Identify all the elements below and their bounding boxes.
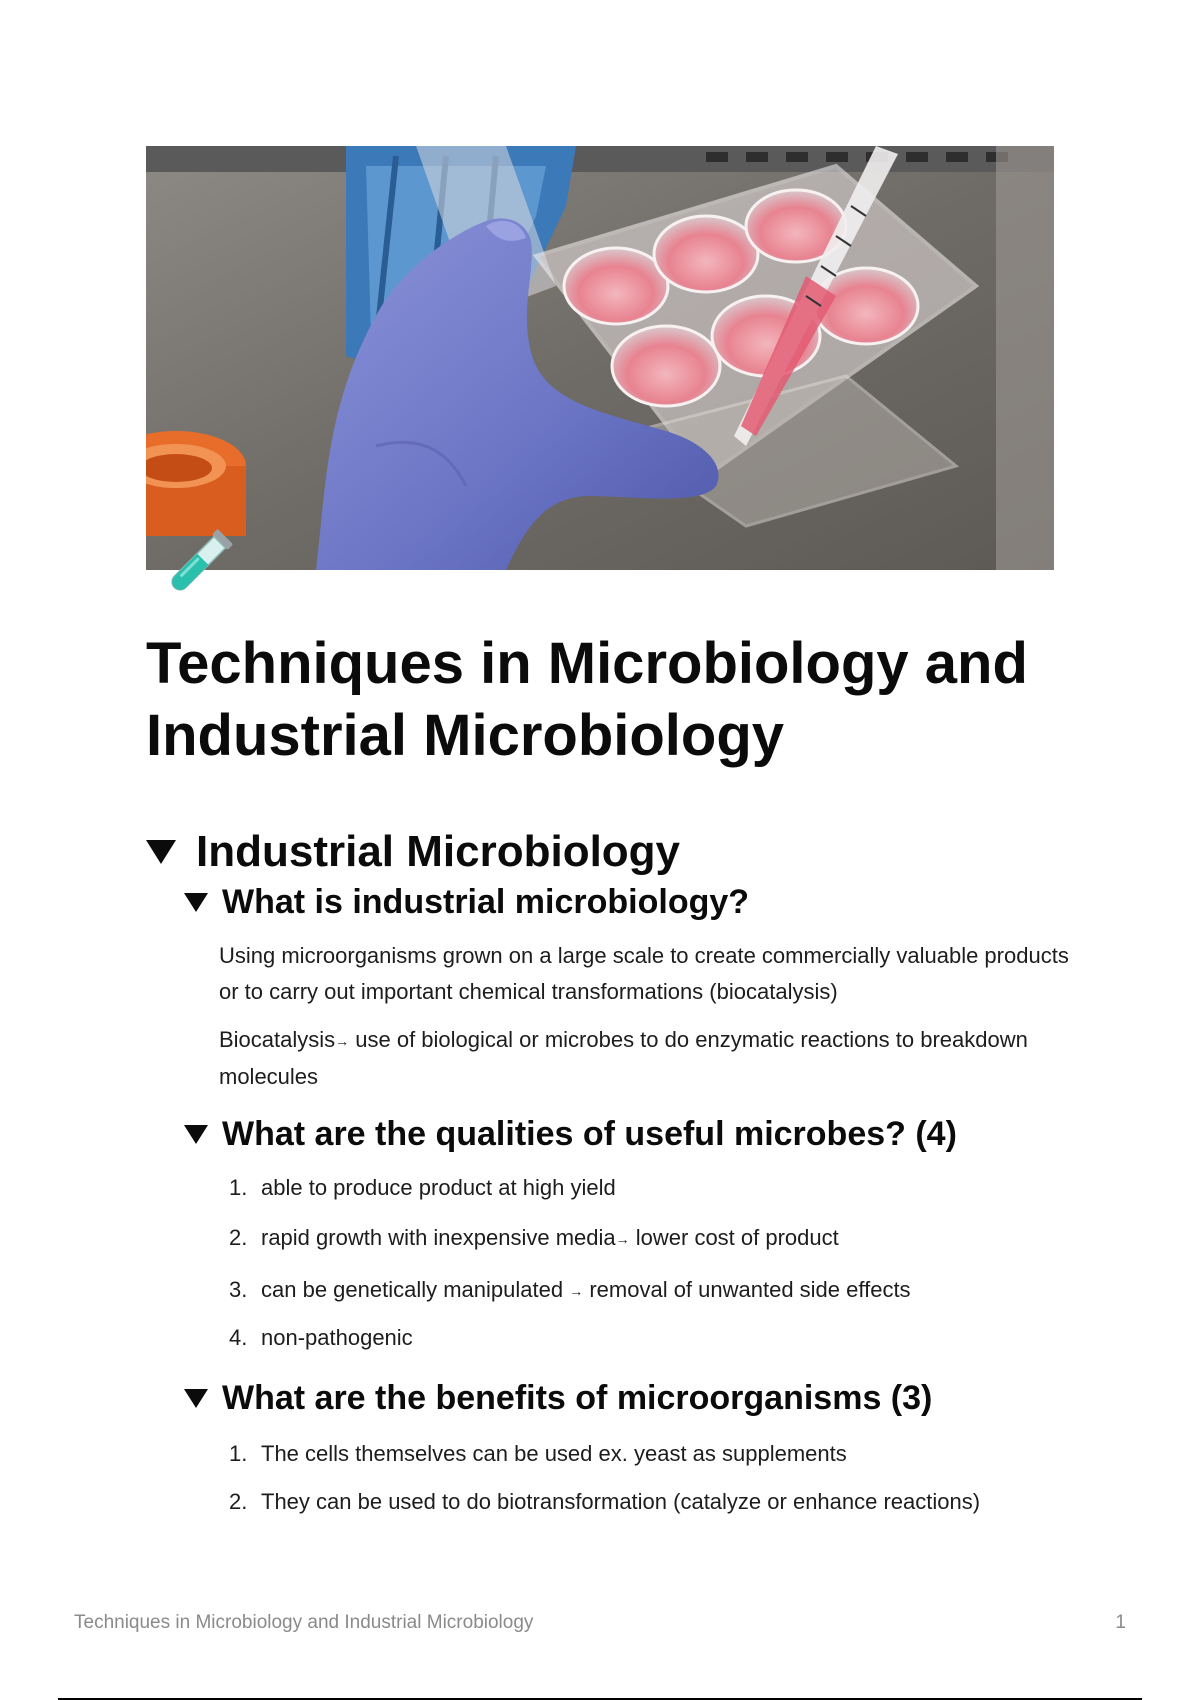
list-item-text: rapid growth with inexpensive media <box>261 1225 616 1250</box>
arrow-glyph: → <box>615 1231 630 1248</box>
arrow-glyph: → <box>335 1033 350 1050</box>
qualities-list <box>219 1170 911 1356</box>
toggle-triangle-icon[interactable] <box>184 1125 208 1144</box>
toggle-triangle-icon[interactable] <box>184 1389 208 1408</box>
list-item-text: able to produce product at high yield <box>261 1175 616 1200</box>
toggle-triangle-icon[interactable] <box>146 840 176 864</box>
footer-document-title: Techniques in Microbiology and Industrial Microbiology <box>74 1612 534 1633</box>
list-item-text: non-pathogenic <box>261 1325 413 1350</box>
cover-image <box>146 146 1054 570</box>
page-title: Techniques in Microbiology and Industrial Microbiology <box>146 631 1028 768</box>
list-item-text: They can be used to do biotransformation (catalyze or enhance reactions) <box>261 1489 981 1514</box>
section-heading: Industrial Microbiology <box>196 827 681 876</box>
list-item-text: The cells themselves can be used ex. yeast as supplements <box>261 1441 847 1466</box>
biocatalysis-paragraph <box>219 1022 1069 1095</box>
list-item-text: lower cost of product <box>629 1225 839 1250</box>
biocatalysis-definition: use of biological or microbes to do enzymatic reactions to breakdown molecules <box>219 1027 1028 1090</box>
footer-page-number: 1 <box>1115 1612 1126 1633</box>
arrow-glyph: → <box>569 1283 584 1300</box>
subsection-heading: What is industrial microbiology? <box>222 882 750 921</box>
list-item <box>219 1220 911 1256</box>
list-item-text: can be genetically manipulated <box>261 1277 570 1302</box>
toggle-industrial-microbiology[interactable] <box>146 824 680 880</box>
benefits-list <box>219 1436 980 1520</box>
definition-paragraph: Using microorganisms grown on a large scale to create commercially valuable products or to carry out important chemical transformations (biocatalysis) <box>219 943 1069 1004</box>
list-number: 3. <box>229 1277 248 1302</box>
subsection-heading: What are the benefits of microorganisms (3) <box>222 1378 933 1417</box>
list-item-text: removal of unwanted side effects <box>583 1277 911 1302</box>
list-item <box>219 1436 980 1472</box>
test-tube-icon <box>150 522 240 612</box>
list-number: 4. <box>229 1325 248 1350</box>
list-number: 2. <box>229 1489 248 1514</box>
biocatalysis-term: Biocatalysis <box>219 1027 336 1052</box>
toggle-benefits-of-microorganisms[interactable] <box>184 1376 932 1420</box>
list-number: 1. <box>229 1175 248 1200</box>
toggle-triangle-icon[interactable] <box>184 893 208 912</box>
subsection-heading: What are the qualities of useful microbes? (4) <box>222 1114 957 1153</box>
list-item <box>219 1170 911 1206</box>
toggle-qualities-of-useful-microbes[interactable] <box>184 1112 957 1156</box>
list-item <box>219 1320 911 1356</box>
list-number: 1. <box>229 1441 248 1466</box>
list-number: 2. <box>229 1225 248 1250</box>
toggle-what-is-industrial-microbiology[interactable] <box>184 880 749 924</box>
list-item <box>219 1484 980 1520</box>
list-item <box>219 1272 911 1308</box>
